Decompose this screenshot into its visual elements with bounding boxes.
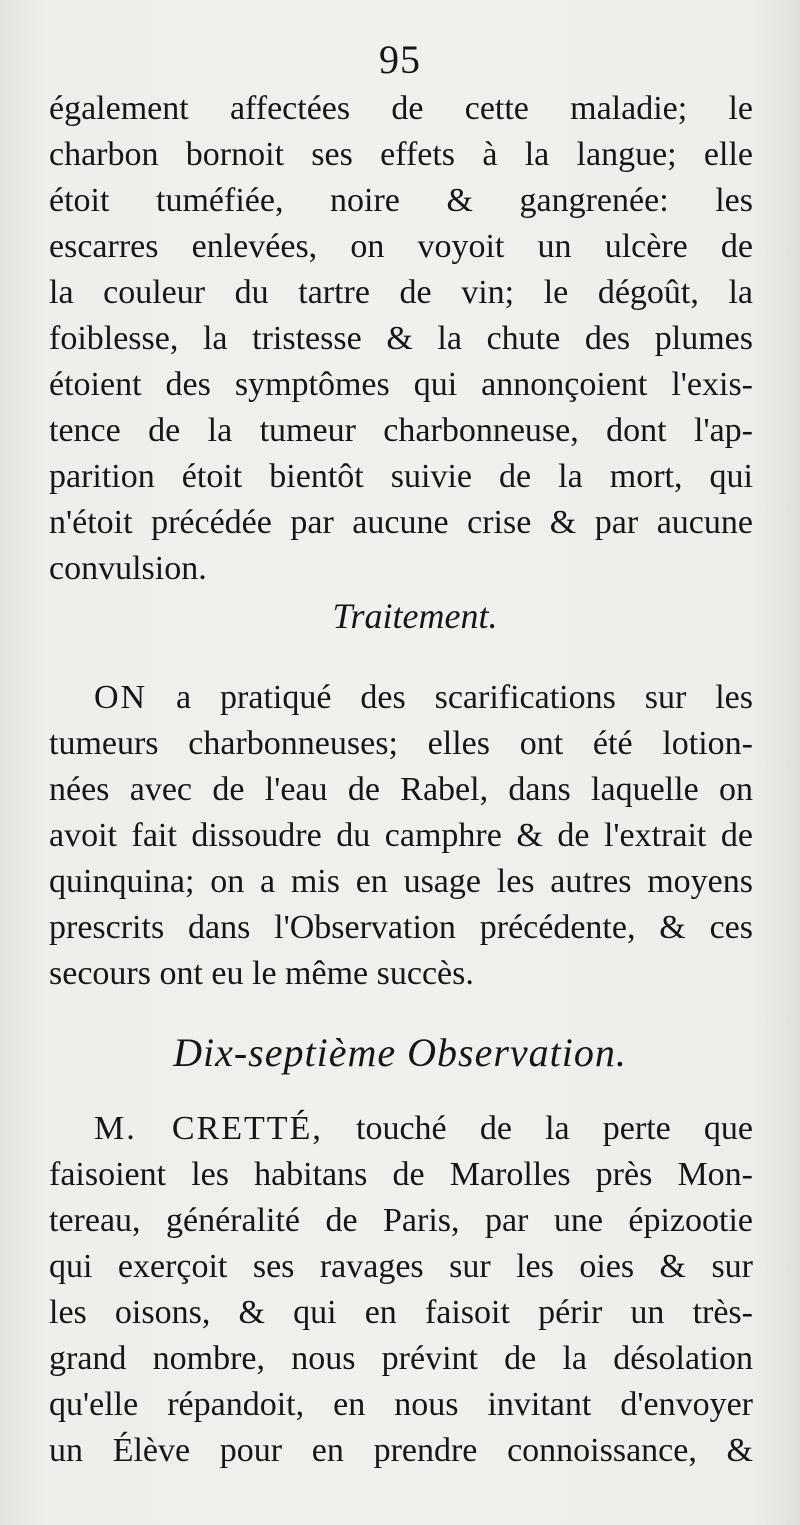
text-line: prescrits dans l'Observation précédente, & ces xyxy=(49,909,753,946)
section-heading-traitement: Traitement. xyxy=(332,596,498,636)
section-heading-observation: Dix-septième Observation. xyxy=(173,1030,627,1075)
text-line: nées avec de l'eau de Rabel, dans laquelle on xyxy=(49,771,753,808)
text-line: charbon bornoit ses effets à la langue; elle xyxy=(49,136,753,173)
page-number: 95 xyxy=(379,37,421,82)
text-line: escarres enlevées, on voyoit un ulcère de xyxy=(49,228,753,265)
text-line: faisoient les habitans de Marolles près Mon- xyxy=(49,1156,753,1193)
text-line-rest: touché de la perte que xyxy=(356,1110,753,1147)
text-line: les oisons, & qui en faisoit périr un très- xyxy=(49,1294,753,1331)
text-line-first xyxy=(49,1106,753,1152)
text-line-first xyxy=(49,675,753,721)
drop-cap-text: ON xyxy=(94,679,148,716)
text-line: étoit tuméfiée, noire & gangrenée: les xyxy=(49,182,753,219)
text-line: avoit fait dissoudre du camphre & de l'extrait de xyxy=(49,817,753,854)
text-line: qui exerçoit ses ravages sur les oies & sur xyxy=(49,1248,753,1285)
text-line: grand nombre, nous prévint de la désolation xyxy=(49,1340,753,1377)
text-line: quinquina; on a mis en usage les autres moyens xyxy=(49,863,753,900)
text-line: convulsion. xyxy=(49,550,207,587)
text-line: tence de la tumeur charbonneuse, dont l'ap- xyxy=(49,412,753,449)
small-caps-name: M. CRETTÉ, xyxy=(94,1110,323,1147)
text-line: qu'elle répandoit, en nous invitant d'envoyer xyxy=(49,1386,753,1423)
text-line: un Élève pour en prendre connoissance, & xyxy=(49,1432,753,1469)
text-line: tereau, généralité de Paris, par une épizootie xyxy=(49,1202,753,1239)
text-line: également affectées de cette maladie; le xyxy=(49,90,753,127)
text-line: étoient des symptômes qui annonçoient l'exis- xyxy=(49,366,753,403)
text-line: parition étoit bientôt suivie de la mort, qui xyxy=(49,458,753,495)
text-line: foiblesse, la tristesse & la chute des plumes xyxy=(49,320,753,357)
text-line-rest: a pratiqué des scarifications sur les xyxy=(176,679,754,716)
text-line: tumeurs charbonneuses; elles ont été lotion- xyxy=(49,725,753,762)
text-line: secours ont eu le même succès. xyxy=(49,955,474,992)
text-line: n'étoit précédée par aucune crise & par aucune xyxy=(49,504,753,541)
text-line: la couleur du tartre de vin; le dégoût, la xyxy=(49,274,753,311)
